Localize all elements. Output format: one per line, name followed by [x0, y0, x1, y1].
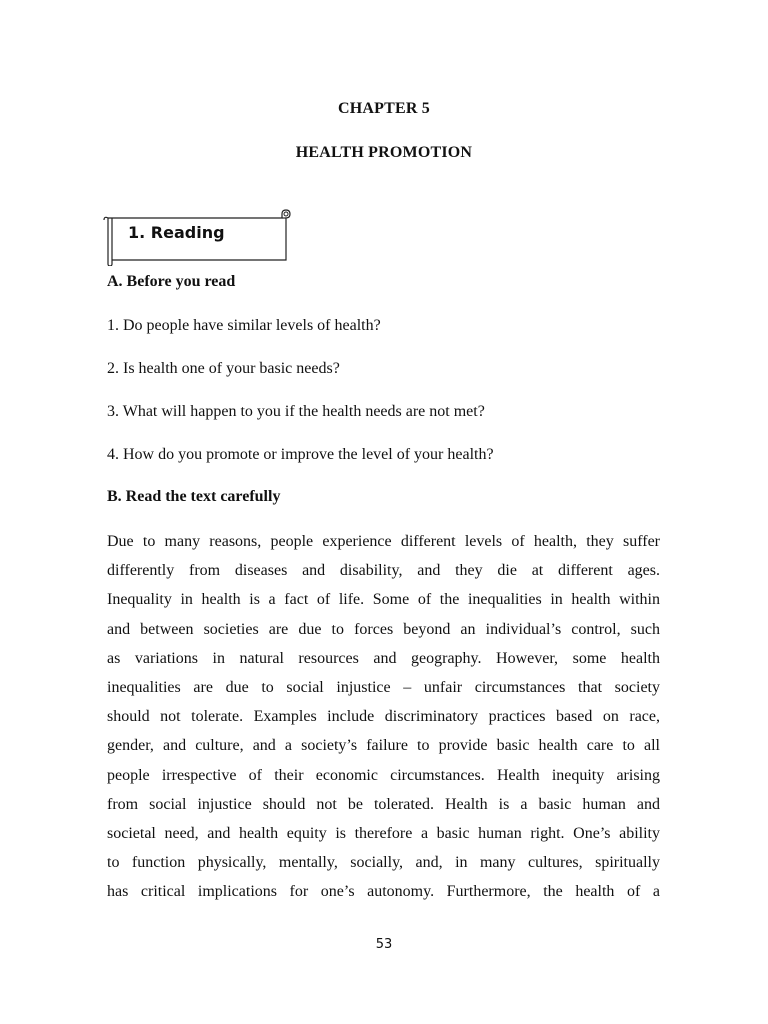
- page-number: 53: [375, 937, 393, 952]
- passage-line: has critical implications for one’s autonomy. Furthermore, the health of a: [107, 883, 660, 901]
- question-item: 3. What will happen to you if the health needs are not met?: [107, 403, 485, 420]
- passage-line: from social injustice should not be tolerated. Health is a basic human and: [107, 795, 660, 813]
- chapter-title: HEALTH PROMOTION: [295, 144, 473, 161]
- question-item: 2. Is health one of your basic needs?: [107, 360, 340, 377]
- passage-line: as variations in natural resources and geography. However, some health: [107, 649, 660, 667]
- reading-scroll-banner: [100, 206, 296, 266]
- section-b-heading: B. Read the text carefully: [107, 488, 281, 505]
- passage-line: people irrespective of their economic circumstances. Health inequity arising: [107, 766, 660, 784]
- question-item: 1. Do people have similar levels of health?: [107, 317, 381, 334]
- passage-line: societal need, and health equity is therefore a basic human right. One’s ability: [107, 824, 660, 842]
- passage-line: inequalities are due to social injustice – unfair circumstances that society: [107, 678, 660, 696]
- passage-line: should not tolerate. Examples include discriminatory practices based on race,: [107, 708, 660, 726]
- chapter-heading: CHAPTER 5: [337, 100, 431, 117]
- passage-line: Inequality in health is a fact of life. Some of the inequalities in health within: [107, 591, 660, 609]
- reading-passage: [107, 532, 660, 911]
- section-a-heading: A. Before you read: [107, 273, 236, 290]
- passage-line: to function physically, mentally, socially, and, in many cultures, spiritually: [107, 854, 660, 872]
- question-item: 4. How do you promote or improve the level of your health?: [107, 446, 494, 463]
- scroll-banner-label: 1. Reading: [128, 223, 225, 242]
- passage-line: Due to many reasons, people experience different levels of health, they suffer: [107, 533, 660, 550]
- passage-line: gender, and culture, and a society’s failure to provide basic health care to all: [107, 737, 660, 755]
- passage-line: differently from diseases and disability, and they die at different ages.: [107, 562, 660, 580]
- passage-line: and between societies are due to forces beyond an individual’s control, such: [107, 620, 660, 638]
